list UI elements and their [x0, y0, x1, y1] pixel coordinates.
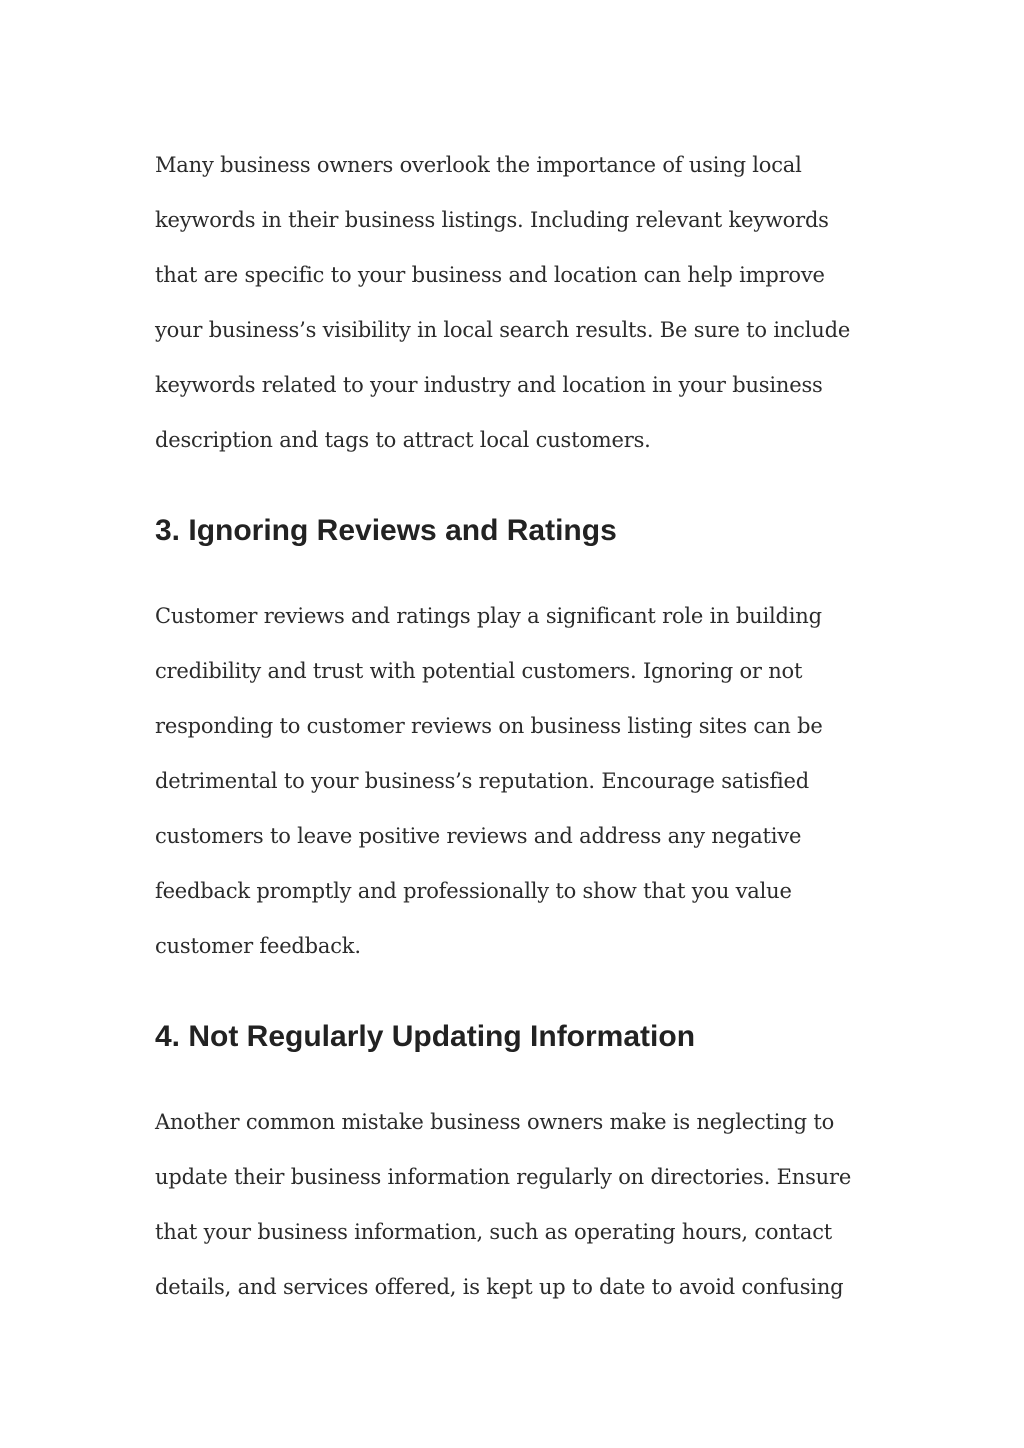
section-heading-reviews: 3. Ignoring Reviews and Ratings [155, 514, 617, 547]
paragraph-reviews: Customer reviews and ratings play a significant role in building credibility and trust with potential customers. Ignoring or not responding to customer reviews on business listing sites can be detrimental to your business’s reputation. Encourage satisfied customers to leave positive reviews and address any negative feedback promptly and professionally to show that you value customer feedback. [155, 604, 823, 958]
paragraph-local-keywords: Many business owners overlook the importance of using local keywords in their business listings. Including relevant keywords that are specific to your business and location can help improve your business’s visibility in local search results. Be sure to include keywords related to your industry and location in your business description and tags to attract local customers. [155, 153, 851, 452]
article-body [155, 138, 870, 1315]
section-heading-updating-information: 4. Not Regularly Updating Information [155, 1020, 696, 1053]
paragraph-updating-information: Another common mistake business owners make is neglecting to update their business information regularly on directories. Ensure that your business information, such as operating hours, contact details, and services offered, is kept up to date to avoid confusing [155, 1110, 852, 1299]
